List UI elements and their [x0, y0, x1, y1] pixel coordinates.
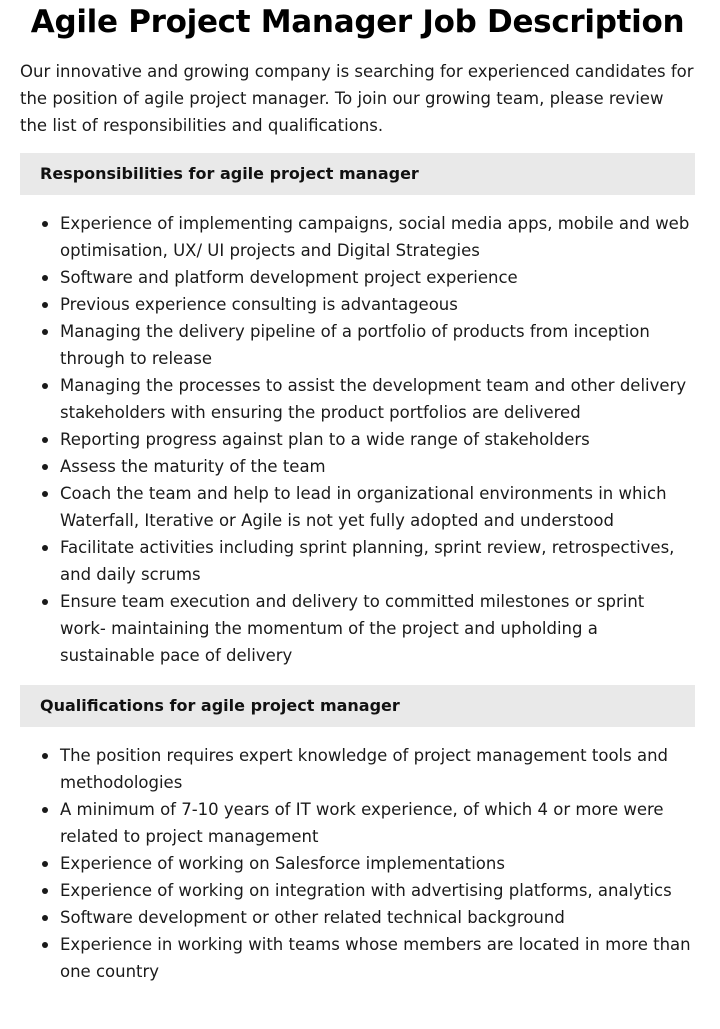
list-item: Reporting progress against plan to a wide range of stakeholders [60, 426, 695, 453]
list-item: Software development or other related technical background [60, 904, 695, 931]
list-item: Previous experience consulting is advantageous [60, 291, 695, 318]
list-item: Coach the team and help to lead in organizational environments in which Waterfall, Iterative or Agile is not yet fully adopted and understood [60, 480, 695, 534]
list-item: Experience of working on integration with advertising platforms, analytics [60, 877, 695, 904]
list-item: The position requires expert knowledge of project management tools and methodologies [60, 742, 695, 796]
responsibilities-list [20, 210, 695, 669]
responsibilities-heading: Responsibilities for agile project manager [20, 153, 695, 195]
qualifications-heading: Qualifications for agile project manager [20, 685, 695, 727]
list-item: Managing the processes to assist the development team and other delivery stakeholders with ensuring the product portfolios are delivered [60, 372, 695, 426]
list-item: A minimum of 7-10 years of IT work experience, of which 4 or more were related to project management [60, 796, 695, 850]
intro-paragraph: Our innovative and growing company is searching for experienced candidates for the position of agile project manager. To join our growing team, please review the list of responsibilities and qualifications. [20, 62, 694, 135]
list-item: Experience of implementing campaigns, social media apps, mobile and web optimisation, UX/ UI projects and Digital Strategies [60, 210, 695, 264]
list-item: Ensure team execution and delivery to committed milestones or sprint work- maintaining the momentum of the project and upholding a sustainable pace of delivery [60, 588, 695, 669]
list-item: Facilitate activities including sprint planning, sprint review, retrospectives, and daily scrums [60, 534, 695, 588]
list-item: Managing the delivery pipeline of a portfolio of products from inception through to release [60, 318, 695, 372]
page-title: Agile Project Manager Job Description [30, 4, 685, 40]
qualifications-list [20, 742, 695, 985]
list-item: Experience in working with teams whose members are located in more than one country [60, 931, 695, 985]
list-item: Experience of working on Salesforce implementations [60, 850, 695, 877]
list-item: Assess the maturity of the team [60, 453, 695, 480]
list-item: Software and platform development project experience [60, 264, 695, 291]
